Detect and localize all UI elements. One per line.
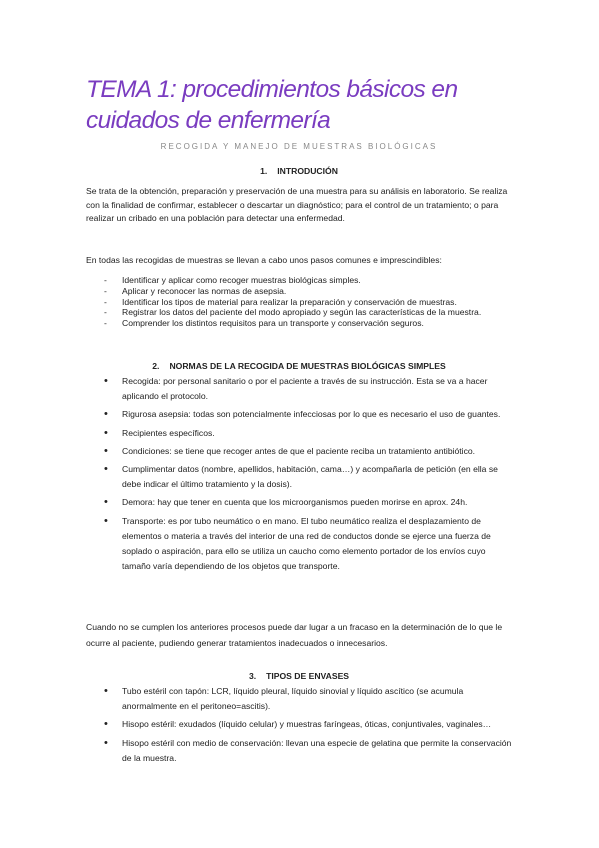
section-2-number: 2. [152, 361, 160, 371]
list-item: • Demora: hay que tener en cuenta que los microorganismos pueden morirse en aprox. 24h. [104, 495, 512, 510]
section-1-number: 1. [260, 166, 268, 176]
list-item: - Identificar y aplicar como recoger muestras biológicas simples. [104, 275, 512, 286]
section-3-title: TIPOS DE ENVASES [266, 671, 350, 681]
list-item: - Identificar los tipos de material para realizar la preparación y conservación de muestras. [104, 297, 512, 308]
document-subtitle: RECOGIDA Y MANEJO DE MUESTRAS BIOLÓGICAS [160, 142, 438, 151]
norms-list [104, 374, 512, 577]
section-3-heading [86, 671, 512, 681]
section-1-title: INTRODUCIÓN [277, 166, 338, 176]
closing-paragraph: Cuando no se cumplen los anteriores procesos puede dar lugar a un fracaso en la determinación de lo que le ocurre al paciente, pudiendo generar tratamientos inadecuados o innecesarios. [86, 622, 503, 648]
list-item: • Tubo estéril con tapón: LCR, líquido pleural, líquido sinovial y líquido ascítico (se acumula anormalmente en el peritoneo=ascitis). [104, 684, 512, 714]
section-2-title: NORMAS DE LA RECOGIDA DE MUESTRAS BIOLÓGICAS SIMPLES [169, 361, 446, 371]
list-item: • Hisopo estéril: exudados (líquido celular) y muestras faríngeas, óticas, conjuntivales, vaginales… [104, 717, 512, 732]
steps-list [104, 275, 512, 329]
list-item: - Aplicar y reconocer las normas de asepsia. [104, 286, 512, 297]
section-1-heading [86, 166, 512, 176]
containers-list [104, 684, 512, 769]
list-item: • Recogida: por personal sanitario o por el paciente a través de su instrucción. Esta se va a hacer aplicando el protocolo. [104, 374, 512, 404]
list-item: - Registrar los datos del paciente del modo apropiado y según las características de la muestra. [104, 307, 512, 318]
list-item: - Comprender los distintos requisitos para un transporte y conservación seguros. [104, 318, 512, 329]
intro-paragraph: Se trata de la obtención, preparación y preservación de una muestra para su análisis en laboratorio. Se realiza con la finalidad de confirmar, establecer o descartar un diagnóstico; para el control de un tratamiento; o para realizar un cribado en una población para detectar una enfermedad. [86, 186, 508, 224]
steps-intro-paragraph: En todas las recogidas de muestras se llevan a cabo unos pasos comunes e imprescindibles: [86, 255, 442, 265]
list-item: • Rigurosa asepsia: todas son potencialmente infecciosas por lo que es necesario el uso de guantes. [104, 407, 512, 422]
section-2-heading [86, 361, 512, 371]
list-item: • Recipientes específicos. [104, 426, 512, 441]
section-3-number: 3. [248, 671, 257, 681]
list-item: • Hisopo estéril con medio de conservación: llevan una especie de gelatina que permite la conservación de la muestra. [104, 736, 512, 766]
list-item: • Condiciones: se tiene que recoger antes de que el paciente reciba un tratamiento antibiótico. [104, 444, 512, 459]
list-item: • Transporte: es por tubo neumático o en mano. El tubo neumático realiza el desplazamiento de elementos o materia a través del interior de una red de conductos donde se ejerce una fuerza de soplado o aspiración, para ello se utiliza un caucho como elemento portador de los envíos cuyo tamaño varía dependiendo de los objetos que transporte. [104, 514, 512, 575]
list-item: • Cumplimentar datos (nombre, apellidos, habitación, cama…) y acompañarla de petición (en ella se debe indicar el último tratamiento y la dosis). [104, 462, 512, 492]
document-title: TEMA 1: procedimientos básicos en cuidados de enfermería [86, 76, 458, 134]
